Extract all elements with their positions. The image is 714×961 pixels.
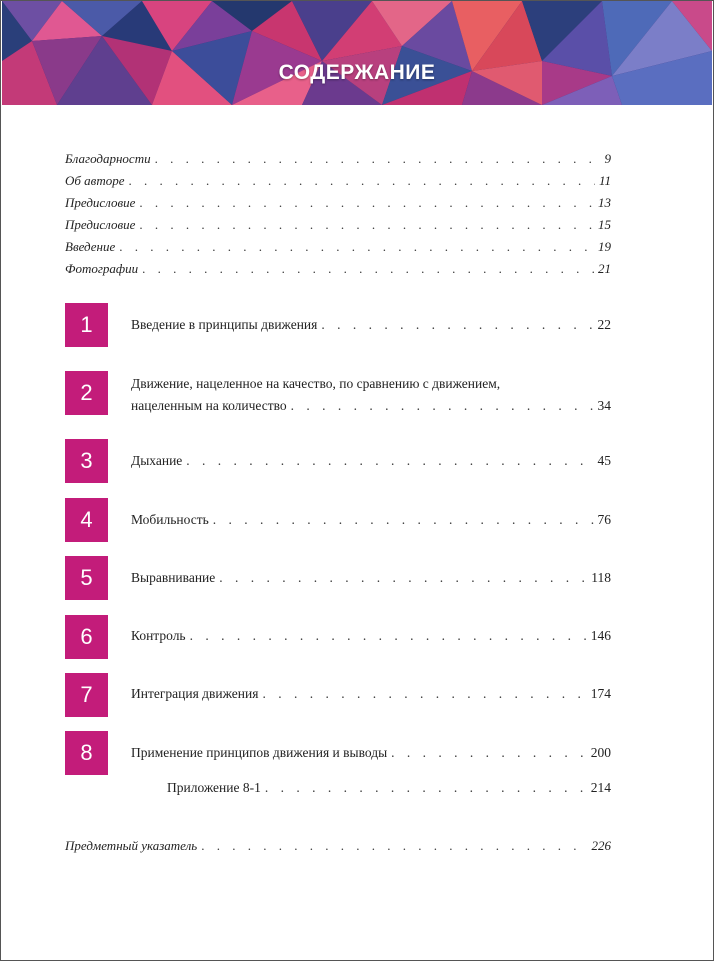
entry-page: 15 xyxy=(598,217,611,232)
toc-entry[interactable] xyxy=(131,683,611,705)
entry-title: Приложение 8-1 xyxy=(167,780,261,795)
leader-dots xyxy=(139,214,594,236)
entry-page: 146 xyxy=(590,628,611,643)
entry-page: 9 xyxy=(604,151,611,166)
leader-dots xyxy=(391,742,587,764)
toc-entry[interactable] xyxy=(131,450,611,472)
toc-entry[interactable] xyxy=(65,258,611,280)
toc-entry[interactable] xyxy=(131,625,611,647)
entry-page: 200 xyxy=(590,745,611,760)
entry-title: Об авторе xyxy=(65,173,125,188)
toc-entry[interactable] xyxy=(65,214,611,236)
chapter-number-badge: 1 xyxy=(65,303,108,347)
header-banner xyxy=(2,1,712,105)
toc-entry[interactable] xyxy=(131,314,611,336)
chapter-number-badge: 8 xyxy=(65,731,108,775)
leader-dots xyxy=(139,192,594,214)
entry-page: 76 xyxy=(597,512,611,527)
entry-page: 174 xyxy=(590,686,611,701)
toc-entry[interactable] xyxy=(65,170,611,192)
toc-entry[interactable] xyxy=(65,835,611,857)
entry-title: Мобильность xyxy=(131,512,209,527)
entry-title: Предметный указатель xyxy=(65,838,198,853)
chapter-number-badge: 5 xyxy=(65,556,108,600)
chapter-number-badge: 7 xyxy=(65,673,108,717)
toc-entry[interactable] xyxy=(65,148,611,170)
appendix-entry[interactable] xyxy=(167,777,611,799)
entry-title: Выравнивание xyxy=(131,570,216,585)
entry-page: 118 xyxy=(591,570,611,585)
toc-entry[interactable] xyxy=(167,777,611,799)
entry-title: Введение xyxy=(65,239,116,254)
entry-title: Фотографии xyxy=(65,261,139,276)
toc-entry[interactable] xyxy=(131,567,611,589)
leader-dots xyxy=(213,509,594,531)
entry-title: Предисловие xyxy=(65,217,136,232)
entry-title: Интеграция движения xyxy=(131,686,259,701)
leader-dots xyxy=(265,777,587,799)
entry-title: Благодарности xyxy=(65,151,151,166)
entry-page: 34 xyxy=(597,398,611,413)
entry-title: Дыхание xyxy=(131,453,183,468)
leader-dots xyxy=(119,236,594,258)
leader-dots xyxy=(186,450,593,472)
entry-page: 13 xyxy=(598,195,611,210)
entry-page: 214 xyxy=(590,780,611,795)
chapter-number-badge: 4 xyxy=(65,498,108,542)
entry-title: Применение принципов движения и выводы xyxy=(131,745,388,760)
leader-dots xyxy=(219,567,587,589)
toc-entry[interactable] xyxy=(65,236,611,258)
leader-dots xyxy=(190,625,587,647)
polygon-pattern-image xyxy=(2,1,712,105)
entry-page: 11 xyxy=(598,173,611,188)
toc-entry[interactable] xyxy=(131,395,611,417)
chapter-number-badge: 6 xyxy=(65,615,108,659)
chapter-number-badge: 2 xyxy=(65,371,108,415)
toc-entry[interactable] xyxy=(131,509,611,531)
entry-page: 21 xyxy=(598,261,611,276)
entry-title-line2: нацеленным на количество xyxy=(131,398,287,413)
front-matter-list xyxy=(65,148,611,280)
entry-title: Предисловие xyxy=(65,195,136,210)
leader-dots xyxy=(291,395,594,417)
leader-dots xyxy=(155,148,601,170)
entry-page: 226 xyxy=(591,838,611,853)
chapter-number-badge: 3 xyxy=(65,439,108,483)
entry-title: Контроль xyxy=(131,628,186,643)
entry-page: 19 xyxy=(598,239,611,254)
leader-dots xyxy=(142,258,594,280)
page-title: СОДЕРЖАНИЕ xyxy=(278,61,436,84)
leader-dots xyxy=(262,683,586,705)
toc-entry[interactable] xyxy=(65,192,611,214)
entry-page: 45 xyxy=(597,453,611,468)
leader-dots xyxy=(201,835,587,857)
toc-entry[interactable] xyxy=(131,742,611,764)
entry-page: 22 xyxy=(597,317,611,332)
entry-title: Введение в принципы движения xyxy=(131,317,318,332)
entry-title-line1: Движение, нацеленное на качество, по сравнению с движением, xyxy=(131,376,501,391)
leader-dots xyxy=(128,170,594,192)
leader-dots xyxy=(321,314,593,336)
index-entry[interactable] xyxy=(65,835,611,857)
